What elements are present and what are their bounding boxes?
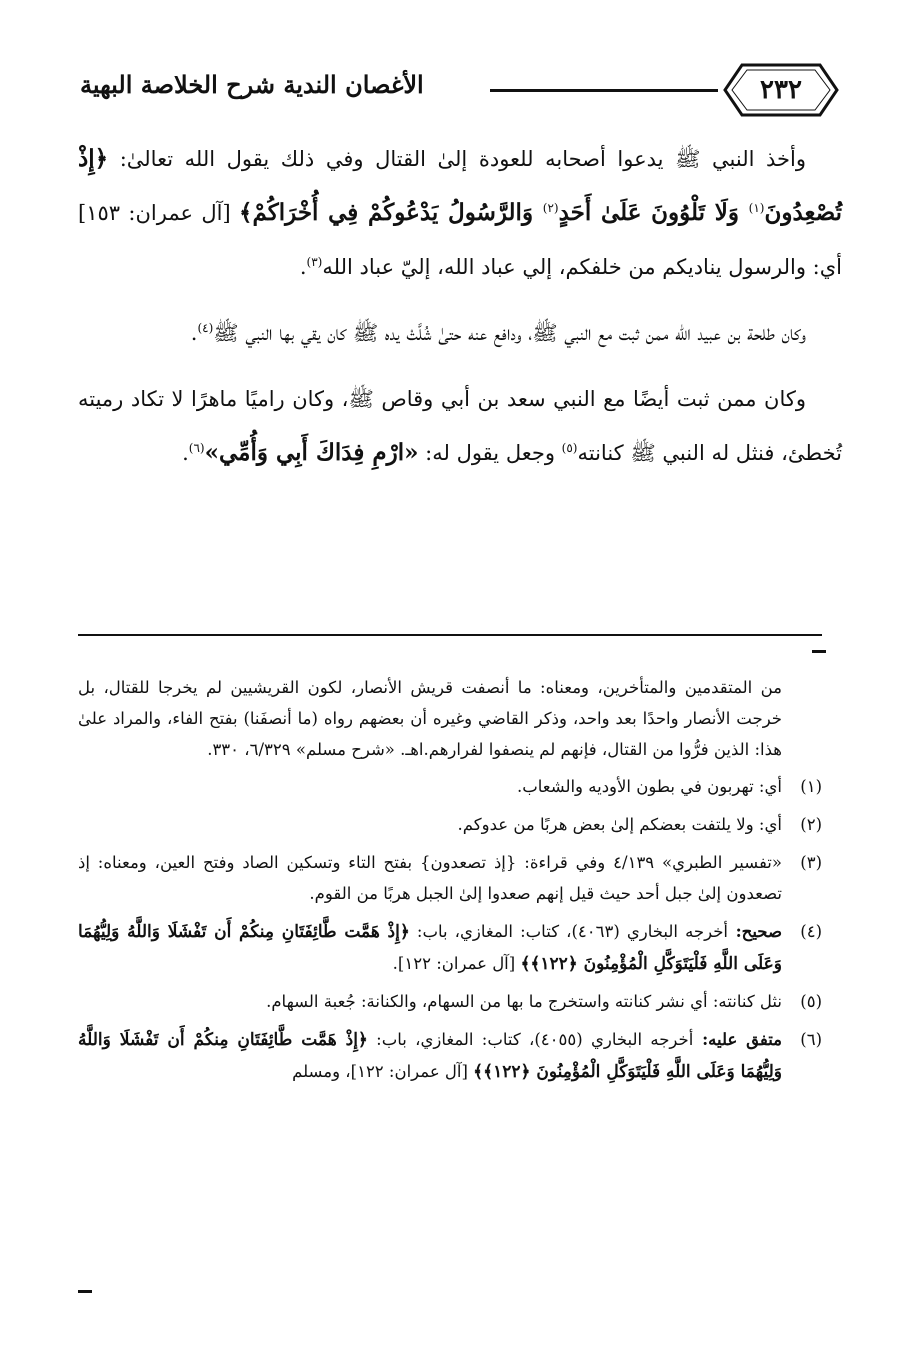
continuation-mark-bottom bbox=[78, 1290, 92, 1293]
paragraph-1-text-b: [آل عمران: ١٥٣] أي: والرسول يناديكم من خلفكم، إلي عباد الله، إليّ عباد الله bbox=[78, 201, 842, 279]
page-header bbox=[80, 62, 840, 118]
footnote-body: «تفسير الطبري» ٤/١٣٩ وفي قراءة: {إذ تصعدون} بفتح التاء وتسكين الصاد وفتح العين، ومعناه: إذ تصعدون إلىٰ جبل أحد حيث قيل إنهم صعدوا إلىٰ الجبل هربًا من القوم. bbox=[78, 853, 782, 903]
footnote-ref-4[interactable]: (٤) bbox=[197, 321, 214, 335]
paragraph-3-text-a: وكان ممن ثبت أيضًا مع النبي سعد بن أبي وقاص ﷺ، وكان راميًا ماهرًا لا تكاد رميته تُخطئ، فنثل له النبي ﷺ كنانته bbox=[78, 387, 842, 465]
footnote-tail: [آل عمران: ١٢٢]. bbox=[392, 954, 521, 973]
footnote-tail: [آل عمران: ١٢٢]، ومسلم bbox=[292, 1062, 474, 1081]
footnote-5 bbox=[78, 986, 822, 1018]
header-rule bbox=[490, 89, 718, 92]
footnote-ref-2[interactable]: (٢) bbox=[542, 201, 559, 215]
paragraph-3 bbox=[78, 372, 842, 480]
footnote-number: (٤) bbox=[800, 922, 822, 941]
page-number: ٢٣٢ bbox=[760, 75, 802, 105]
quran-verse-part-a: ﴿إِذْ تُصْعِدُونَ bbox=[78, 145, 842, 226]
footnote-4 bbox=[78, 916, 822, 980]
paragraph-2 bbox=[78, 306, 842, 360]
footnote-grade: صحيح: bbox=[728, 922, 782, 941]
footnote-text bbox=[78, 986, 782, 1018]
paragraph-2-end: . bbox=[190, 321, 198, 345]
continuation-mark-top bbox=[812, 650, 826, 653]
footnote-number: (٥) bbox=[800, 992, 822, 1011]
footnote-number: (٢) bbox=[800, 815, 822, 834]
paragraph-3-text-b: وجعل يقول له: bbox=[418, 441, 562, 465]
footnote-verse: ﴿إِذْ هَمَّت طَّائِفَتَانِ مِنكُمْ أَن تَفْشَلَا وَاللَّهُ وَلِيُّهُمَا وَعَلَى اللَّهِ فَلْيَتَوَكَّلِ الْمُؤْمِنُونَ ﴿١٢٢﴾﴾ bbox=[78, 922, 782, 974]
paragraph-1-end: . bbox=[299, 255, 307, 279]
footnote-3 bbox=[78, 847, 822, 910]
footnote-ref-1[interactable]: (١) bbox=[748, 201, 765, 215]
paragraph-1 bbox=[78, 132, 842, 294]
footnote-ref-3[interactable]: (٣) bbox=[306, 255, 323, 269]
footnote-text bbox=[78, 771, 782, 803]
footnote-ref-6[interactable]: (٦) bbox=[188, 441, 205, 455]
hadith-quote: «ارْمِ فِدَاكَ أَبِي وَأُمِّي» bbox=[204, 439, 419, 466]
paragraph-3-end: . bbox=[182, 441, 189, 465]
footnote-number: (٦) bbox=[800, 1030, 822, 1049]
footnote-number: (١) bbox=[800, 777, 822, 796]
footnote-text bbox=[78, 809, 782, 841]
footnote-separator bbox=[78, 634, 822, 636]
footnotes bbox=[78, 672, 822, 1094]
footnote-continuation: من المتقدمين والمتأخرين، ومعناه: ما أنصفت قريش الأنصار، لكون القريشيين لم يخرجا للقتال، بل خرجت الأنصار واحدًا بعد واحد، وذكر القاضي وغيره أن بعضهم رواه (ما أنصفَنا) بفتح الفاء، والمراد علىٰ هذا: الذين فرُّوا من القتال، فإنهم لم ينصفوا لفرارهم.اهـ. «شرح مسلم» ٦/٣٢٩، ٣٣٠. bbox=[78, 678, 782, 759]
page-number-badge bbox=[722, 62, 840, 118]
footnote-text bbox=[78, 1024, 782, 1088]
footnote-text bbox=[78, 847, 782, 910]
footnote-1 bbox=[78, 771, 822, 803]
paragraph-1-text-a: وأخذ النبي ﷺ يدعوا أصحابه للعودة إلىٰ القتال وفي ذلك يقول الله تعالىٰ: bbox=[108, 147, 806, 171]
footnote-text bbox=[78, 916, 782, 980]
quran-verse-part-c: وَالرَّسُولُ يَدْعُوكُمْ فِي أُخْرَاكُمْ﴾ bbox=[239, 199, 543, 226]
footnote-body: أخرجه البخاري (٤٠٥٥)، كتاب: المغازي، باب: bbox=[367, 1030, 694, 1049]
footnote-number: (٣) bbox=[800, 853, 822, 872]
footnote-grade: متفق عليه: bbox=[693, 1030, 783, 1049]
running-title: الأغصان الندية شرح الخلاصة البهية bbox=[80, 70, 424, 99]
footnote-body: أي: تهربون في بطون الأوديه والشعاب. bbox=[516, 777, 782, 796]
paragraph-2-text: وكان طلحة بن عبيد الله ممن ثبت مع النبي ﷺ، ودافع عنه حتىٰ شُلَّتْ يده ﷺ كان يقي بها النبي ﷺ bbox=[213, 321, 806, 345]
main-text bbox=[78, 132, 842, 492]
quran-verse-part-b: وَلَا تَلْوُونَ عَلَىٰ أَحَدٍ bbox=[558, 199, 749, 226]
footnote-verse: ﴿إِذْ هَمَّت طَّائِفَتَانِ مِنكُمْ أَن تَفْشَلَا وَاللَّهُ وَلِيُّهُمَا وَعَلَى اللَّهِ فَلْيَتَوَكَّلِ الْمُؤْمِنُونَ ﴿١٢٢﴾﴾ bbox=[78, 1030, 782, 1082]
footnote-2 bbox=[78, 809, 822, 841]
footnote-ref-5[interactable]: (٥) bbox=[561, 441, 578, 455]
footnote-6 bbox=[78, 1024, 822, 1088]
footnote-body: أي: ولا يلتفت بعضكم إلىٰ بعض هربًا من عدوكم. bbox=[457, 815, 782, 834]
footnote-body: نثل كنانته: أي نشر كنانته واستخرج ما بها من السهام، والكنانة: جُعبة السهام. bbox=[266, 992, 782, 1011]
footnote-body: أخرجه البخاري (٤٠٦٣)، كتاب: المغازي، باب: bbox=[409, 922, 729, 941]
